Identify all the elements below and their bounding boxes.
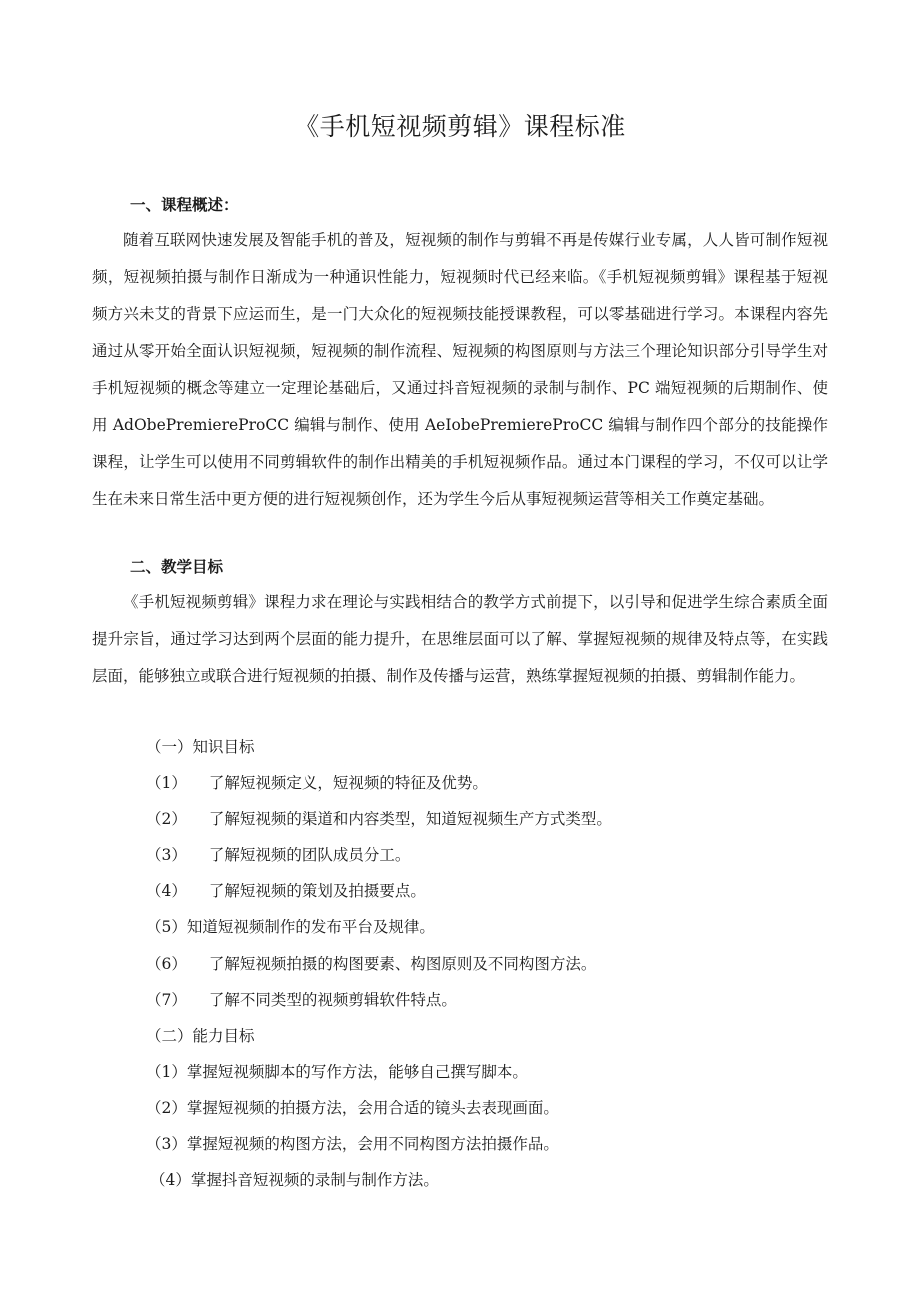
list-item-number: （4） (146, 882, 187, 900)
page-title: 《手机短视频剪辑》课程标准 (294, 112, 626, 141)
list-item (146, 1061, 528, 1083)
objectives-paragraph: 《手机短视频剪辑》课程力求在理论与实践相结合的教学方式前提下，以引导和促进学生综合素质全面提升宗旨，通过学习达到两个层面的能力提升，在思维层面可以了解、掌握短视频的规律及特点等，在实践层面，能够独立或联合进行短视频的拍摄、制作及传播与运营，熟练掌握短视频的拍摄、剪辑制作能力。 (92, 593, 828, 685)
list-item-text: 了解短视频的渠道和内容类型，知道短视频生产方式类型。 (208, 810, 612, 828)
list-item-text: 了解短视频的策划及拍摄要点。 (208, 882, 426, 900)
list-item (146, 953, 596, 975)
list-item-text: 知道短视频制作的发布平台及规律。 (186, 918, 435, 936)
list-item-text: 了解短视频拍摄的构图要素、构图原则及不同构图方法。 (208, 955, 597, 973)
ability-objectives-heading: （二）能力目标 (146, 1027, 255, 1045)
section-heading-overview: 一、课程概述： (130, 196, 239, 214)
list-item-text: 了解短视频的团队成员分工。 (208, 846, 411, 864)
list-item (150, 1169, 439, 1191)
list-item (146, 880, 426, 902)
knowledge-objectives-heading: （一）知识目标 (146, 738, 255, 756)
list-item (146, 1133, 559, 1155)
list-item-text: 掌握短视频脚本的写作方法，能够自己撰写脚本。 (186, 1063, 528, 1081)
list-item-text: 了解不同类型的视频剪辑软件特点。 (208, 991, 457, 1009)
list-item-number: （5） (146, 918, 187, 936)
list-item-number: （6） (146, 955, 187, 973)
list-item-number: （7） (146, 991, 187, 1009)
list-item-text: 掌握短视频的构图方法，会用不同构图方法拍摄作品。 (186, 1135, 559, 1153)
list-item (146, 808, 612, 830)
list-item (146, 916, 435, 938)
list-item-text: 掌握短视频的拍摄方法，会用合适的镜头去表现画面。 (186, 1099, 559, 1117)
list-item-text: 了解短视频定义，短视频的特征及优势。 (208, 774, 488, 792)
list-item-number: （3） (146, 1135, 187, 1153)
list-item (146, 844, 410, 866)
list-item-number: （4） (150, 1171, 191, 1189)
list-item-number: （1） (146, 774, 187, 792)
section-heading-objectives: 二、教学目标 (130, 558, 224, 576)
list-item (146, 772, 488, 794)
list-item-text: 掌握抖音短视频的录制与制作方法。 (190, 1171, 439, 1189)
list-item (146, 1097, 559, 1119)
list-item-number: （1） (146, 1063, 187, 1081)
list-item-number: （3） (146, 846, 187, 864)
list-item-number: （2） (146, 810, 187, 828)
list-item (146, 989, 457, 1011)
list-item-number: （2） (146, 1099, 187, 1117)
overview-paragraph: 随着互联网快速发展及智能手机的普及，短视频的制作与剪辑不再是传媒行业专属，人人皆可制作短视频，短视频拍摄与制作日渐成为一种通识性能力，短视频时代已经来临。《手机短视频剪辑》课程基于短视频方兴未艾的背景下应运而生，是一门大众化的短视频技能授课教程，可以零基础进行学习。本课程内容先通过从零开始全面认识短视频，短视频的制作流程、短视频的构图原则与方法三个理论知识部分引导学生对手机短视频的概念等建立一定理论基础后，又通过抖音短视频的录制与制作、PC 端短视频的后期制作、使用 AdObePremiereProCC 编辑与制作、使用 AeIobePremiereProCC 编辑与制作四个部分的技能操作课程，让学生可以使用不同剪辑软件的制作出精美的手机短视频作品。通过本门课程的学习，不仅可以让学生在未来日常生活中更方便的进行短视频创作，还为学生今后从事短视频运营等相关工作奠定基础。 (92, 231, 828, 508)
